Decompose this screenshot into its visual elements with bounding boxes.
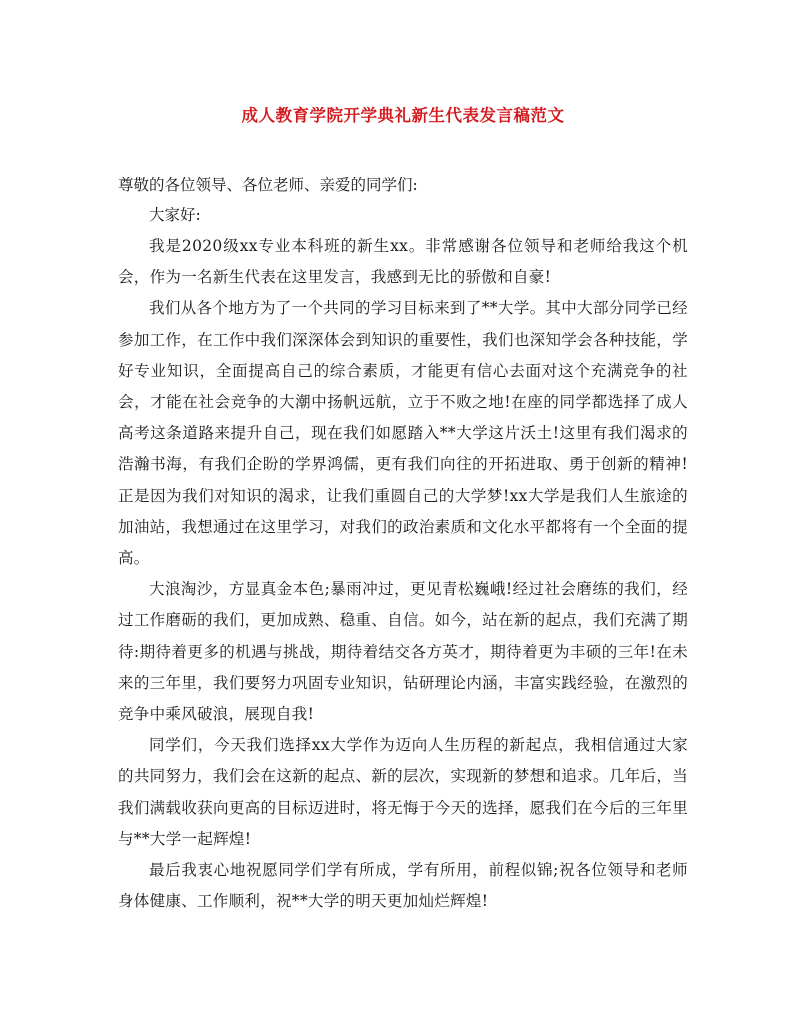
paragraph-future: 同学们，今天我们选择xx大学作为迈向人生历程的新起点，我相信通过大家的共同努力，我们会在这新的起点、新的层次，实现新的梦想和追求。几年后，当我们满载收获向更高的目标迈进时，将无悔于今天的选择，愿我们在今后的三年里与**大学一起辉煌! bbox=[118, 736, 688, 848]
paragraph-closing: 最后我衷心地祝愿同学们学有所成，学有所用，前程似锦;祝各位领导和老师身体健康、工作顺利，祝**大学的明天更加灿烂辉煌! bbox=[118, 861, 688, 911]
salutation: 尊敬的各位领导、各位老师、亲爱的同学们: bbox=[118, 176, 418, 194]
greeting: 大家好: bbox=[149, 206, 201, 224]
paragraph-intro: 我是2020级xx专业本科班的新生xx。非常感谢各位领导和老师给我这个机会，作为一名新生代表在这里发言，我感到无比的骄傲和自豪! bbox=[118, 237, 688, 287]
paragraph-goals: 我们从各个地方为了一个共同的学习目标来到了**大学。其中大部分同学已经参加工作，在工作中我们深深体会到知识的重要性，我们也深知学会各种技能，学好专业知识，全面提高自己的综合素质，才能更有信心去面对这个充满竞争的社会，才能在社会竞争的大潮中扬帆远航，立于不败之地!在座的同学都选择了成人高考这条道路来提升自己，现在我们如愿踏入**大学这片沃土!这里有我们渴求的浩瀚书海，有我们企盼的学界鸿儒，更有我们向往的开拓进取、勇于创新的精神!正是因为我们对知识的渴求，让我们重圆自己的大学梦!xx大学是我们人生旅途的加油站，我想通过在这里学习，对我们的政治素质和文化水平都将有一个全面的提高。 bbox=[118, 299, 688, 568]
document-title: 成人教育学院开学典礼新生代表发言稿范文 bbox=[241, 106, 565, 125]
paragraph-expectations: 大浪淘沙，方显真金本色;暴雨冲过，更见青松巍峨!经过社会磨练的我们，经过工作磨砺的我们，更加成熟、稳重、自信。如今，站在新的起点，我们充满了期待:期待着更多的机遇与挑战，期待着结交各方英才，期待着更为丰硕的三年!在未来的三年里，我们要努力巩固专业知识，钻研理论内涵，丰富实践经验，在激烈的竞争中乘风破浪，展现自我! bbox=[118, 580, 688, 724]
document-page bbox=[118, 104, 688, 917]
